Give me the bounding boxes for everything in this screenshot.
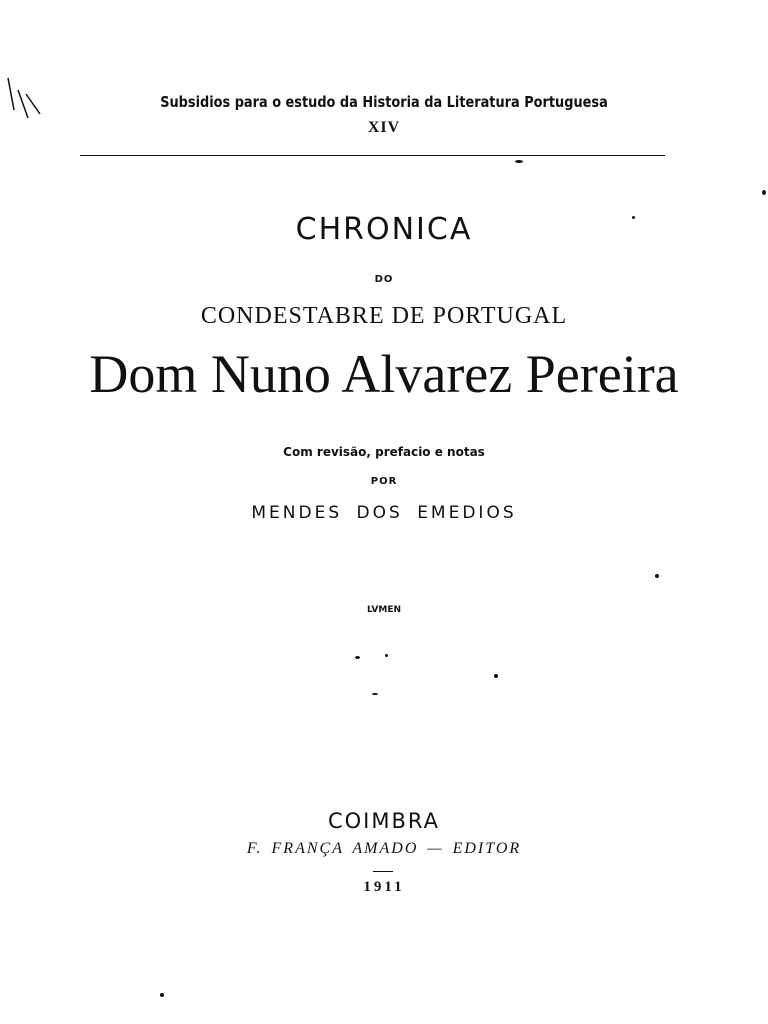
ink-speck <box>655 574 659 578</box>
header-rule <box>80 155 665 156</box>
revision-note: Com revisão, prefacio e notas <box>283 445 485 459</box>
imprint-dash <box>373 871 393 872</box>
ink-speck <box>385 654 388 657</box>
title-connector: DO <box>374 274 394 285</box>
imprint-publisher: F. FRANÇA AMADO — EDITOR <box>246 840 522 857</box>
subject-name: Dom Nuno Alvarez Pereira <box>89 344 679 404</box>
book-subtitle: CONDESTABRE DE PORTUGAL <box>200 303 568 329</box>
ink-speck <box>632 216 635 219</box>
ink-speck <box>762 190 766 195</box>
imprint-year: 1911 <box>363 879 405 895</box>
by-word: POR <box>370 476 398 487</box>
series-title: Subsidios para o estudo da Historia da Literatura Portuguesa <box>160 93 608 111</box>
book-title: CHRONICA <box>295 212 473 247</box>
imprint-city: COIMBRA <box>327 809 441 833</box>
ink-speck <box>355 656 360 659</box>
ink-speck <box>515 160 523 163</box>
ink-speck <box>160 993 164 997</box>
author-name: MENDES DOS EMEDIOS <box>251 503 517 523</box>
ink-speck <box>372 693 378 695</box>
ink-speck <box>494 674 498 678</box>
volume-number: XIV <box>367 119 401 136</box>
printer-mark: LVMEN <box>366 605 402 615</box>
